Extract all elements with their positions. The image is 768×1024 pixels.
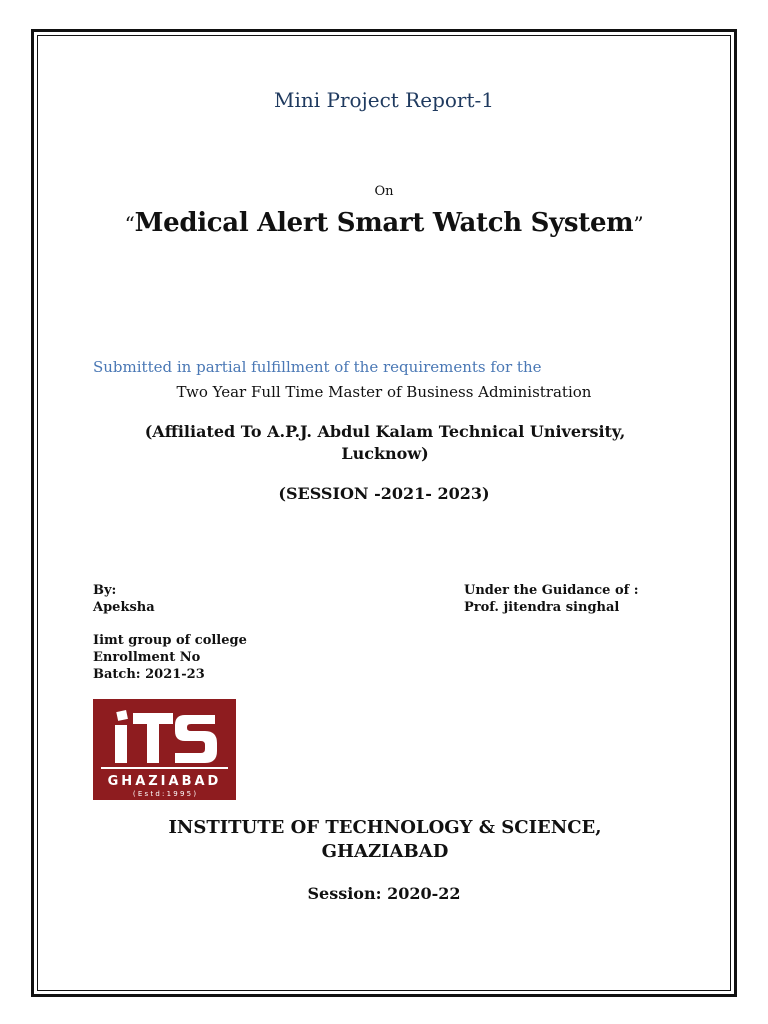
institute-line-1: INSTITUTE OF TECHNOLOGY & SCIENCE,	[168, 817, 602, 838]
institute-name	[90, 816, 680, 864]
college-name: Iimt group of college	[93, 633, 247, 648]
student-details	[93, 632, 247, 683]
logo-s-letter	[175, 715, 217, 763]
logo-i-stem	[115, 725, 127, 763]
guide-name: Prof. jitendra singhal	[464, 600, 620, 615]
institute-session: Session: 2020-22	[307, 884, 461, 903]
its-logo	[93, 699, 236, 800]
enrollment-label: Enrollment No	[93, 650, 201, 665]
quote-open: “	[124, 212, 135, 236]
logo-rule	[101, 767, 228, 769]
affiliation-line-2: Lucknow)	[341, 444, 429, 463]
affiliation-line-1: (Affiliated To A.P.J. Abdul Kalam Technical University,	[144, 422, 626, 441]
by-label: By:	[93, 583, 117, 598]
report-heading: Mini Project Report-1	[273, 88, 495, 112]
submitted-text: Submitted in partial fulfillment of the requirements for the	[93, 358, 542, 376]
affiliation	[90, 421, 680, 465]
logo-estd-text: ( E s t d : 1 9 9 5 )	[132, 790, 197, 798]
degree-text: Two Year Full Time Master of Business Administration	[176, 383, 592, 401]
logo-t-bar	[133, 713, 173, 724]
session-range: (SESSION -2021- 2023)	[278, 484, 490, 503]
logo-city-text: GHAZIABAD	[107, 774, 222, 789]
on-label: On	[374, 184, 394, 199]
guide-label: Under the Guidance of :	[464, 583, 639, 598]
project-title	[37, 208, 731, 238]
guide-block	[464, 582, 639, 616]
its-logo-graphic	[93, 699, 236, 800]
logo-t-stem	[147, 724, 159, 763]
batch-text: Batch: 2021-23	[93, 667, 205, 682]
student-name: Apeksha	[93, 600, 155, 615]
project-title-text: Medical Alert Smart Watch System	[134, 208, 634, 238]
student-block	[93, 582, 155, 616]
institute-line-2: GHAZIABAD	[321, 841, 449, 862]
quote-close: ”	[633, 212, 644, 236]
